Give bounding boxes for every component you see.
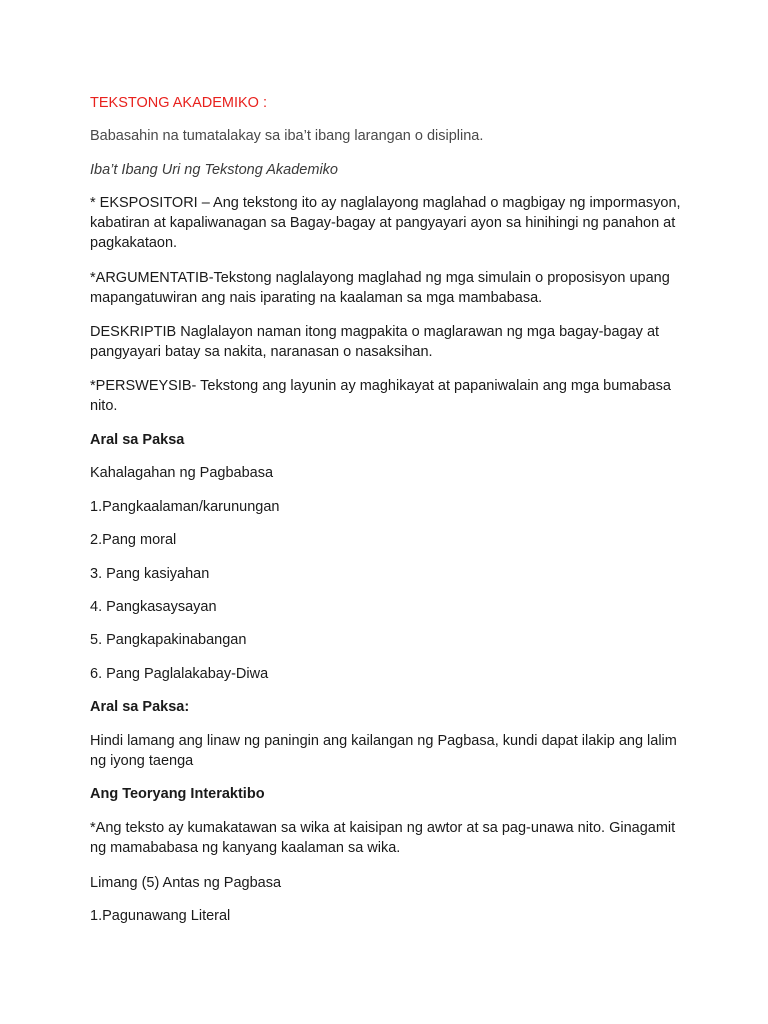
subtitle-text: Iba’t Ibang Uri ng Tekstong Akademiko bbox=[90, 162, 338, 178]
document-title: TEKSTONG AKADEMIKO : bbox=[90, 95, 267, 111]
section2-paragraph: Hindi lamang ang linaw ng paningin ang kailangan ng Pagbasa, kundi dapat ilakip ang lalim ng iyong taenga bbox=[90, 733, 677, 769]
intro-text: Babasahin na tumatalakay sa iba’t ibang larangan o disiplina. bbox=[90, 128, 484, 144]
theory-paragraph: *Ang teksto ay kumakatawan sa wika at kaisipan ng awtor at sa pag-unawa nito. Ginagamit ng mamababasa ng kanyang kaalaman sa wika. bbox=[90, 820, 676, 856]
list-item: 4. Pangkasaysayan bbox=[90, 599, 217, 615]
importance-heading: Kahalagahan ng Pagbabasa bbox=[90, 465, 274, 481]
section-heading-aral-2: Aral sa Paksa: bbox=[90, 699, 190, 715]
list-item: 6. Pang Paglalakabay-Diwa bbox=[90, 666, 269, 682]
section-heading-aral: Aral sa Paksa bbox=[90, 432, 185, 448]
levels-heading: Limang (5) Antas ng Pagbasa bbox=[90, 875, 282, 891]
theory-heading: Ang Teoryang Interaktibo bbox=[90, 786, 265, 802]
list-item: 5. Pangkapakinabangan bbox=[90, 632, 247, 648]
type-persweysib: *PERSWEYSIB- Tekstong ang layunin ay maghikayat at papaniwalain ang mga bumabasa nito. bbox=[90, 378, 671, 414]
list-item: 1.Pangkaalaman/karunungan bbox=[90, 499, 280, 515]
type-ekspositori: * EKSPOSITORI – Ang tekstong ito ay naglalayong maglahad o magbigay ng impormasyon, kabatiran at kapaliwanagan sa Bagay-bagay at pangyayari ayon sa hinihingi ng panahon at pagkakataon. bbox=[90, 195, 681, 251]
type-deskriptib: DESKRIPTIB Naglalayon naman itong magpakita o maglarawan ng mga bagay-bagay at pangyayari batay sa nakita, naranasan o nasaksihan. bbox=[90, 324, 660, 360]
type-argumentatib: *ARGUMENTATIB-Tekstong naglalayong maglahad ng mga simulain o proposisyon upang mapangatuwiran ang nais iparating na kaalaman sa mga mambabasa. bbox=[90, 270, 670, 306]
list-item: 2.Pang moral bbox=[90, 532, 177, 548]
list-item: 3. Pang kasiyahan bbox=[90, 566, 210, 582]
list-item: 1.Pagunawang Literal bbox=[90, 908, 231, 924]
